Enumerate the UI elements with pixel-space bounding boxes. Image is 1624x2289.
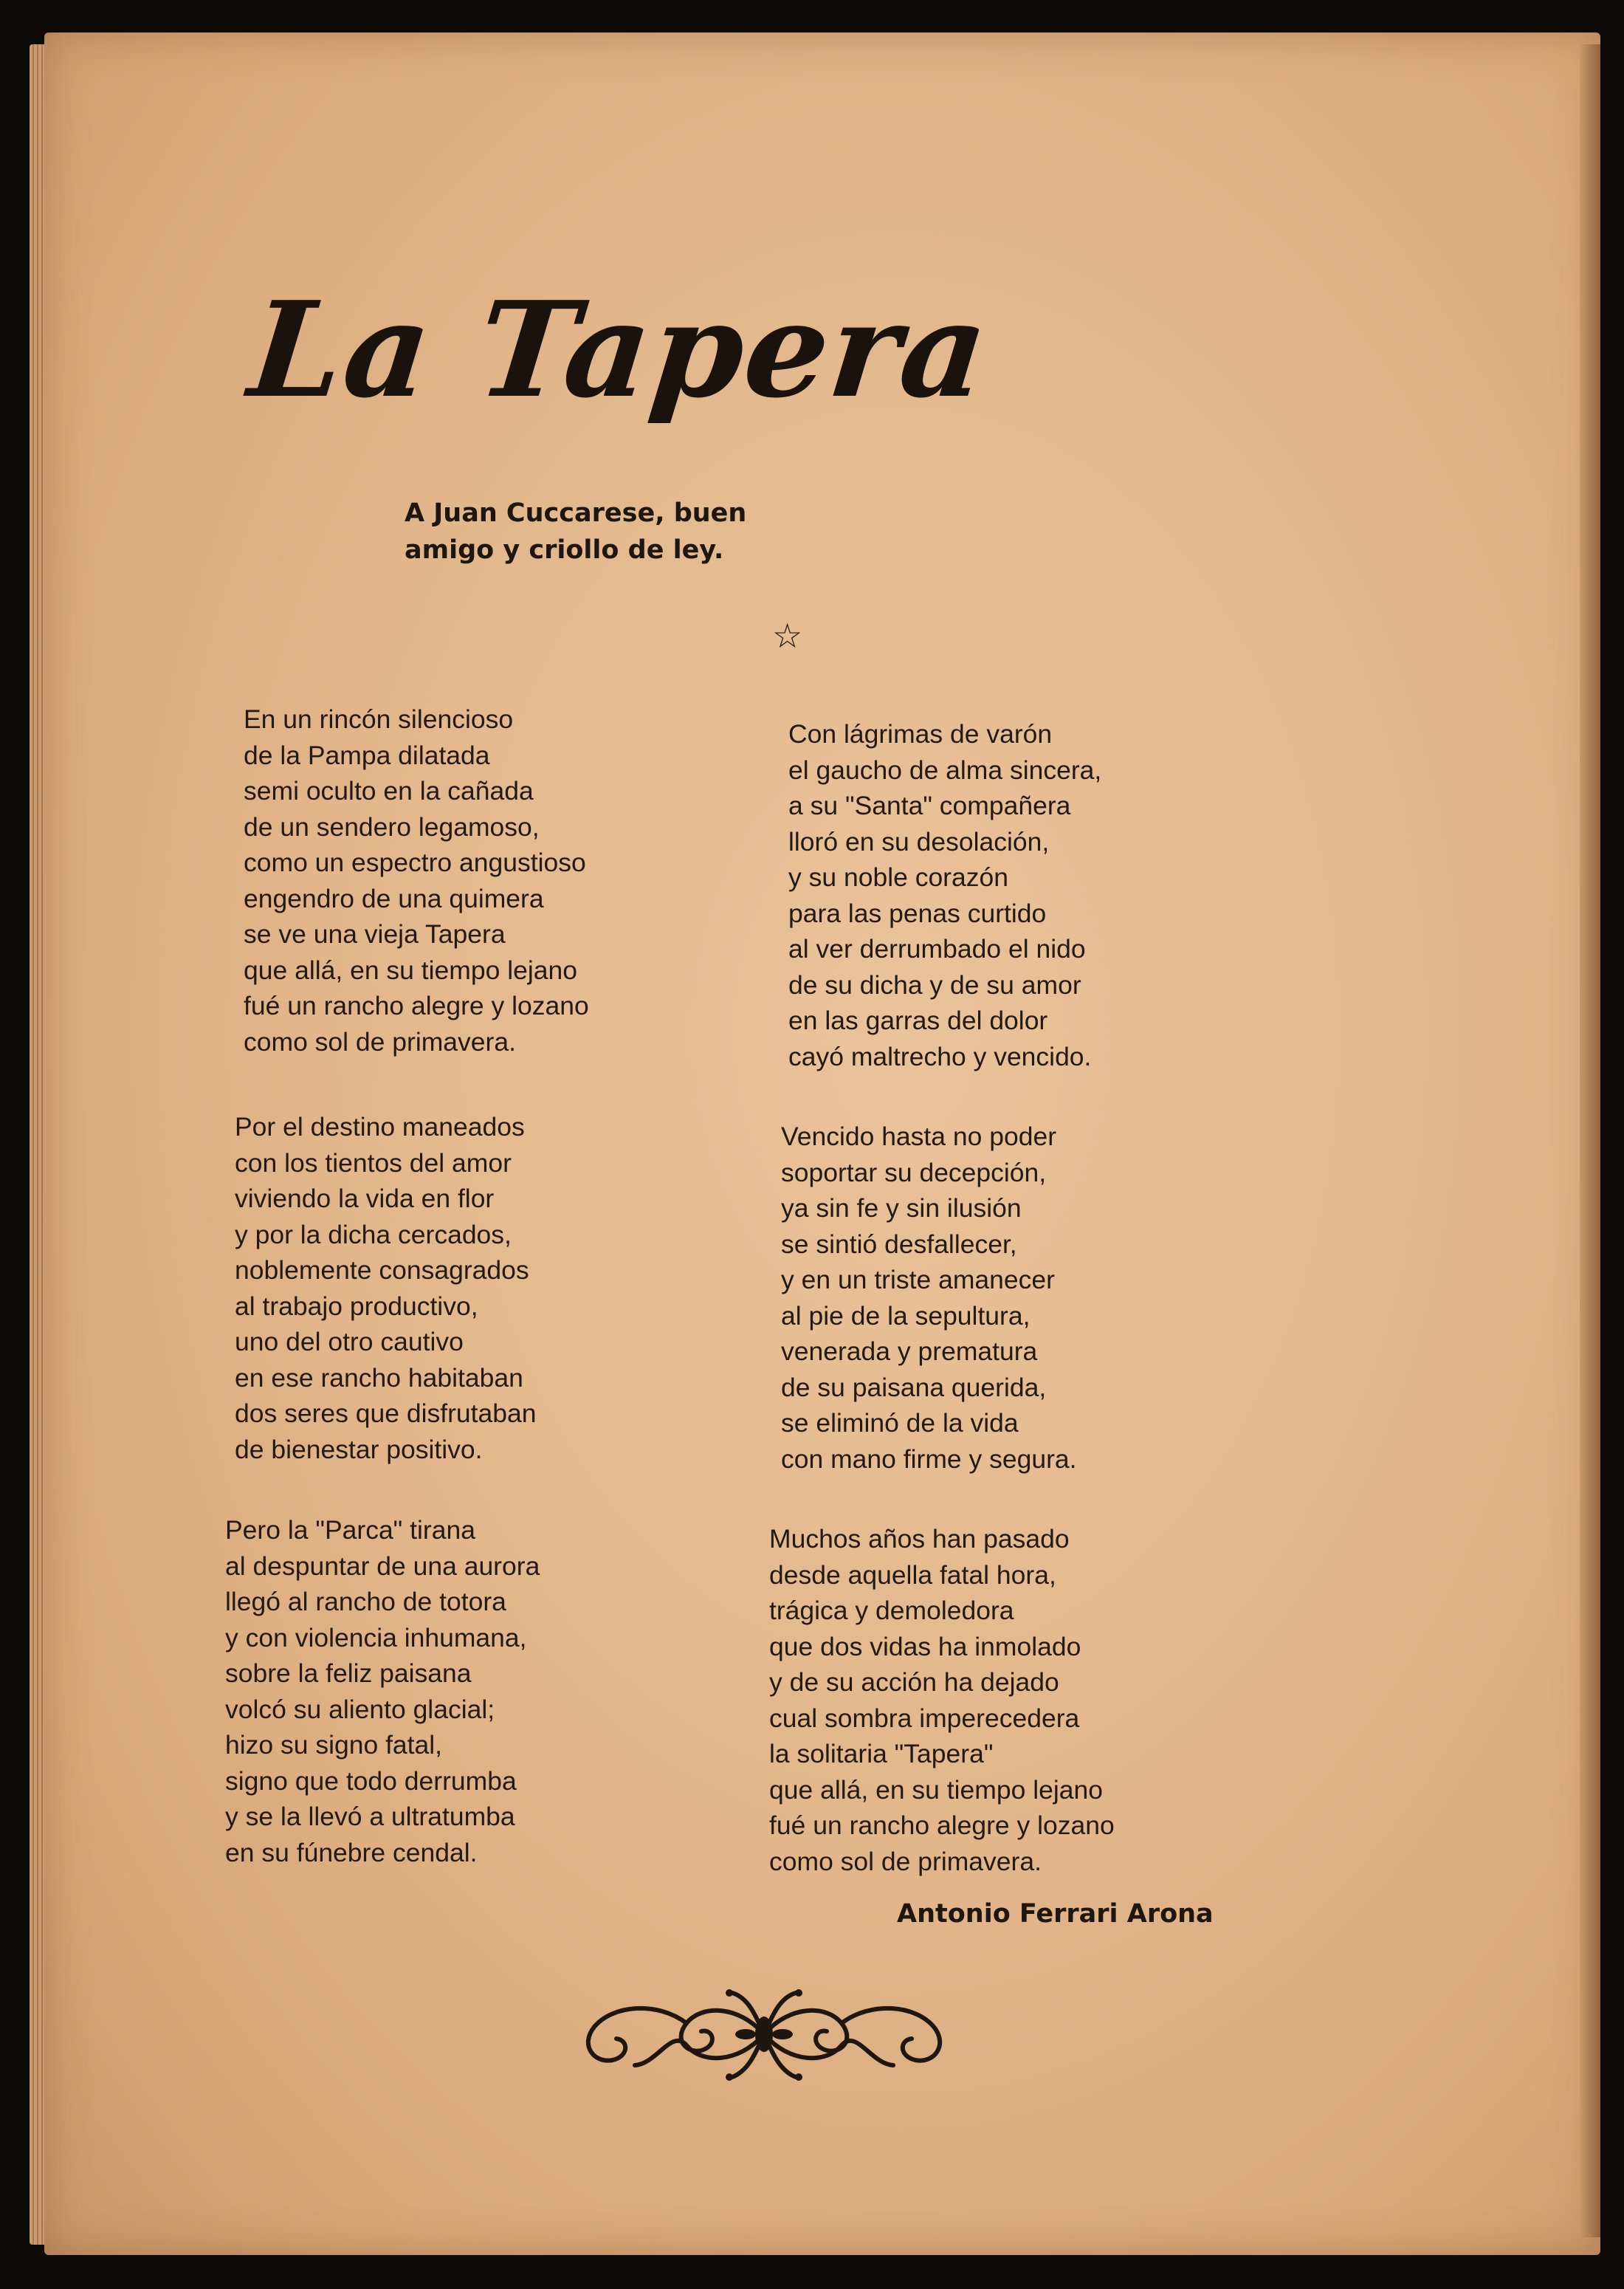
ornament-flourish-icon bbox=[561, 1983, 967, 2086]
dedication bbox=[405, 495, 818, 569]
poem-line: Con lágrimas de varón bbox=[788, 719, 1053, 749]
poem-line: a su "Santa" compañera bbox=[788, 791, 1071, 820]
poem-line: en ese rancho habitaban bbox=[235, 1362, 523, 1393]
poem-line: y de su acción ha dejado bbox=[769, 1667, 1059, 1697]
poem-line: y por la dicha cercados, bbox=[235, 1219, 512, 1249]
poem-line: Vencido hasta no poder bbox=[781, 1122, 1057, 1151]
poem-line: ya sin fe y sin ilusión bbox=[781, 1193, 1022, 1223]
poem-line: se ve una vieja Tapera bbox=[244, 919, 506, 949]
poem-line: el gaucho de alma sincera, bbox=[788, 755, 1102, 785]
author-signature: Antonio Ferrari Arona bbox=[897, 1899, 1214, 1929]
poem-line: se eliminó de la vida bbox=[781, 1408, 1019, 1438]
dedication-line-1: A Juan Cuccarese, buen bbox=[405, 498, 747, 528]
poem-line: llegó al rancho de totora bbox=[225, 1587, 506, 1616]
poem-line: semi oculto en la cañada bbox=[244, 776, 534, 806]
poem-line: cual sombra imperecedera bbox=[769, 1703, 1080, 1733]
poem-line: Por el destino maneados bbox=[235, 1112, 525, 1142]
poem-line: y se la llevó a ultratumba bbox=[225, 1802, 515, 1831]
stanza-6 bbox=[769, 1521, 1115, 1879]
poem-line: Pero la "Parca" tirana bbox=[225, 1515, 475, 1545]
poem-line: de la Pampa dilatada bbox=[244, 740, 490, 770]
poem-title: La Tapera bbox=[243, 272, 997, 427]
poem-line: lloró en su desolación, bbox=[788, 826, 1050, 857]
poem-line: soportar su decepción, bbox=[781, 1157, 1047, 1187]
page-edge-right bbox=[1580, 44, 1600, 2237]
poem-line: viviendo la vida en flor bbox=[235, 1184, 495, 1213]
poem-line: que allá, en su tiempo lejano bbox=[769, 1774, 1103, 1805]
poem-line: como un espectro angustioso bbox=[244, 848, 586, 877]
poem-line: de su dicha y de su amor bbox=[788, 970, 1081, 1000]
poem-line: y en un triste amanecer bbox=[781, 1265, 1055, 1294]
poem-line: Muchos años han pasado bbox=[769, 1524, 1070, 1554]
poem-line: que dos vidas ha inmolado bbox=[769, 1631, 1081, 1661]
poem-line: de su paisana querida, bbox=[781, 1372, 1047, 1402]
poem-line: noblemente consagrados bbox=[235, 1255, 529, 1285]
poem-line: que allá, en su tiempo lejano bbox=[244, 955, 577, 985]
poem-line: al ver derrumbado el nido bbox=[788, 934, 1086, 964]
poem-line: como sol de primavera. bbox=[769, 1846, 1042, 1876]
poem-line: dos seres que disfrutaban bbox=[235, 1399, 537, 1428]
poem-line: uno del otro cautivo bbox=[235, 1327, 464, 1356]
poem-line: desde aquella fatal hora, bbox=[769, 1559, 1056, 1590]
stanza-3 bbox=[225, 1512, 540, 1870]
stanza-1 bbox=[244, 701, 589, 1060]
stanza-4 bbox=[788, 716, 1101, 1074]
stanza-5 bbox=[781, 1119, 1077, 1477]
poem-line: al trabajo productivo, bbox=[235, 1291, 478, 1321]
poem-line: y su noble corazón bbox=[788, 862, 1008, 892]
poem-line: al pie de la sepultura, bbox=[781, 1300, 1031, 1331]
poem-line: sobre la feliz paisana bbox=[225, 1658, 472, 1688]
poem-line: para las penas curtido bbox=[788, 898, 1047, 928]
dedication-line-2: amigo y criollo de ley. bbox=[405, 535, 724, 565]
poem-line: trágica y demoledora bbox=[769, 1596, 1014, 1625]
poem-line: la solitaria "Tapera" bbox=[769, 1739, 994, 1768]
poem-line: como sol de primavera. bbox=[244, 1026, 516, 1057]
poem-line: fué un rancho alegre y lozano bbox=[769, 1811, 1115, 1840]
poem-line: y con violencia inhumana, bbox=[225, 1622, 527, 1653]
poem-line: de bienestar positivo. bbox=[235, 1434, 483, 1464]
stanza-2 bbox=[235, 1109, 537, 1467]
poem-line: con mano firme y segura. bbox=[781, 1444, 1077, 1474]
poem-line: engendro de una quimera bbox=[244, 883, 544, 913]
poem-line: al despuntar de una aurora bbox=[225, 1551, 540, 1581]
poem-line: En un rincón silencioso bbox=[244, 704, 514, 734]
poem-line: hizo su signo fatal, bbox=[225, 1730, 443, 1760]
poem-line: en su fúnebre cendal. bbox=[225, 1837, 478, 1867]
poem-line: de un sendero legamoso, bbox=[244, 811, 540, 842]
poem-line: con los tientos del amor bbox=[235, 1147, 512, 1178]
star-icon: ☆ bbox=[772, 616, 803, 656]
poem-line: en las garras del dolor bbox=[788, 1006, 1048, 1035]
poem-line: signo que todo derrumba bbox=[225, 1765, 517, 1796]
poem-line: volcó su aliento glacial; bbox=[225, 1694, 495, 1724]
poem-line: venerada y prematura bbox=[781, 1336, 1038, 1366]
poem-line: fué un rancho alegre y lozano bbox=[244, 991, 589, 1020]
poem-line: se sintió desfallecer, bbox=[781, 1229, 1017, 1259]
poem-line: cayó maltrecho y vencido. bbox=[788, 1041, 1092, 1071]
